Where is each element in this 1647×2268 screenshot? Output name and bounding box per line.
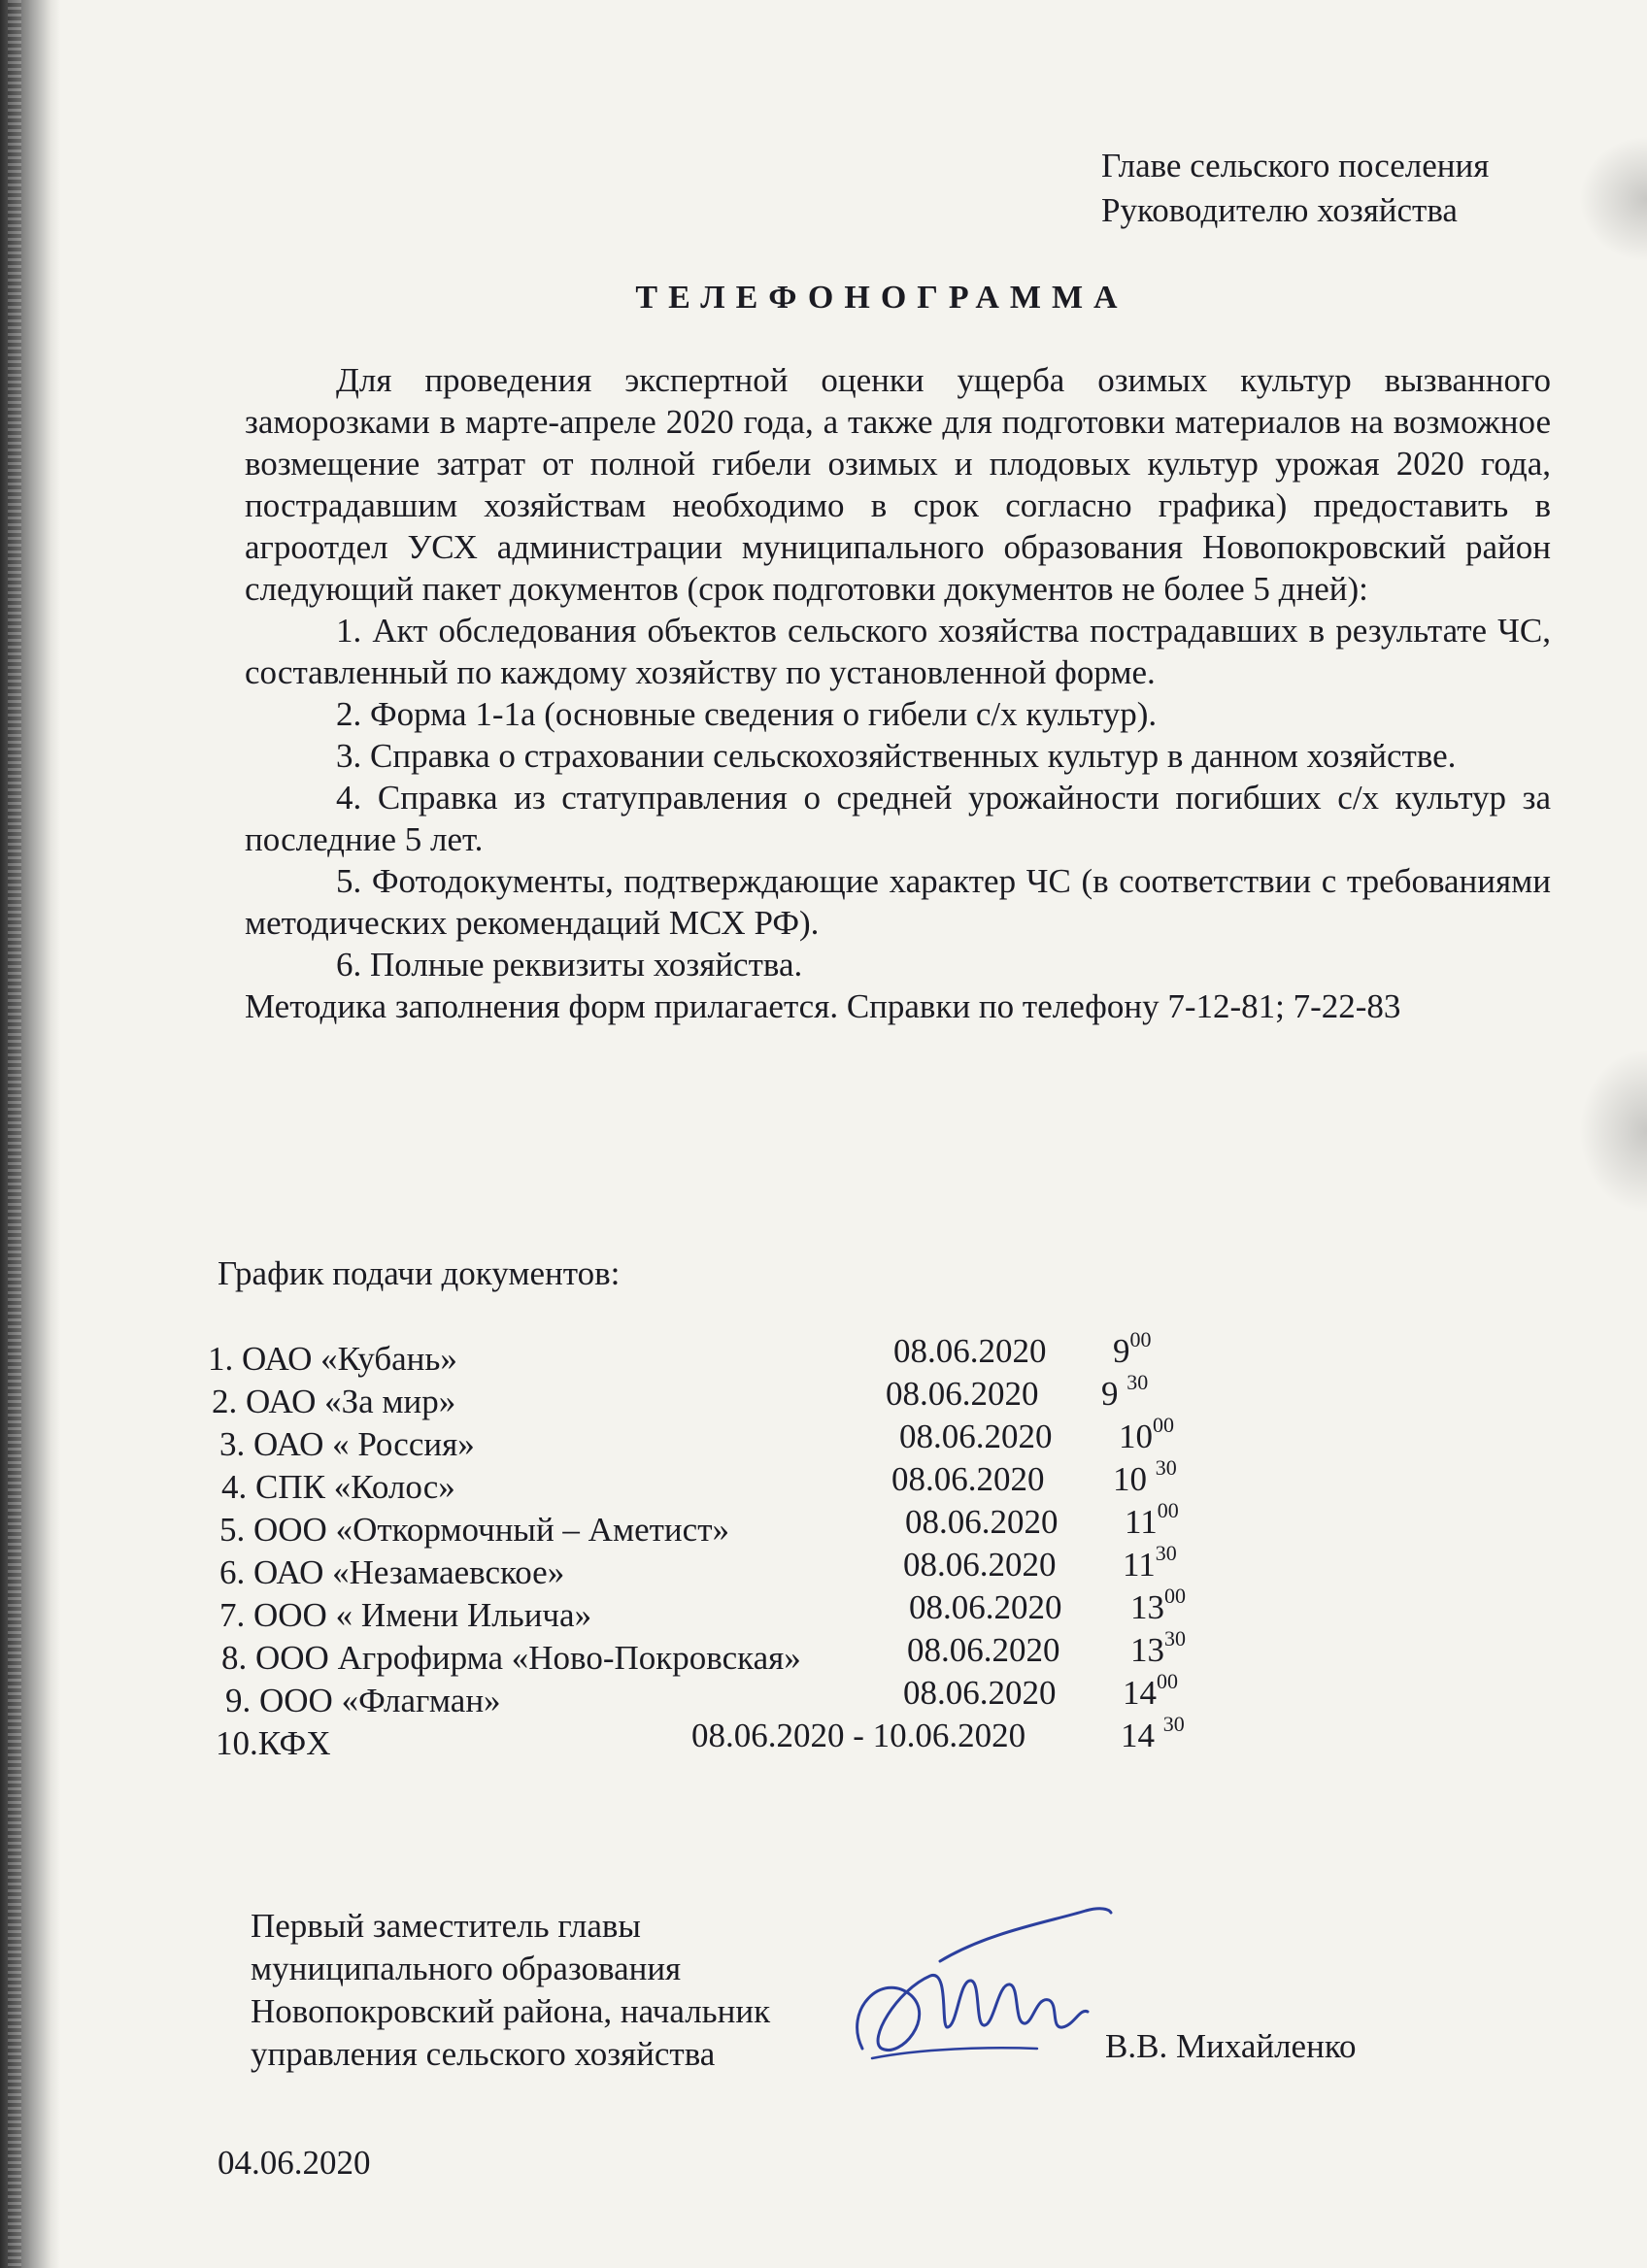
list-item: 1. Акт обследования объектов сельского хозяйства пострадавших в результате ЧС, составленный по каждому хозяйству по установленной форме. bbox=[245, 612, 1551, 691]
addressee-line: Руководителю хозяйства bbox=[1101, 191, 1458, 229]
schedule-date: 08.06.2020 bbox=[909, 1588, 1062, 1626]
schedule-date: 08.06.2020 bbox=[886, 1375, 1039, 1413]
schedule-time: $9^{00}$ bbox=[1113, 1327, 1152, 1370]
schedule-time: 9 $^{30}$ bbox=[1101, 1370, 1149, 1413]
list-item: 3. Справка о страховании сельскохозяйственных культур в данном хозяйстве. bbox=[336, 737, 1457, 775]
signatory-title bbox=[251, 1905, 770, 2076]
schedule-name: 4. СПК «Колос» bbox=[221, 1468, 455, 1506]
schedule-title: График подачи документов: bbox=[218, 1254, 621, 1292]
document-body bbox=[245, 359, 1551, 1027]
addressee-block bbox=[1101, 144, 1489, 233]
schedule-time: $11^{30}$ bbox=[1123, 1541, 1177, 1584]
schedule-date: 08.06.2020 - 10.06.2020 bbox=[691, 1717, 1026, 1754]
list-item: 4. Справка из статуправления о средней урожайности погибших с/х культур за последние 5 лет. bbox=[245, 779, 1551, 858]
handwritten-signature bbox=[843, 1903, 1115, 2087]
schedule-name: 1. ОАО «Кубань» bbox=[208, 1340, 457, 1378]
signer-name: В.В. Михайленко bbox=[1105, 2027, 1357, 2065]
schedule-name: 8. ООО Агрофирма «Ново-Покровская» bbox=[221, 1639, 801, 1677]
signatory-line: управления сельского хозяйства bbox=[251, 2035, 716, 2073]
signatory-line: муниципального образования bbox=[251, 1950, 682, 1987]
scan-smudge bbox=[1579, 1049, 1647, 1214]
schedule-date: 08.06.2020 bbox=[899, 1418, 1053, 1455]
note-line: Методика заполнения форм прилагается. Справки по телефону 7-12-81; 7-22-83 bbox=[245, 987, 1401, 1025]
document-date: 04.06.2020 bbox=[218, 2144, 371, 2182]
addressee-line: Главе сельского поселения bbox=[1101, 147, 1490, 184]
document-title: ТЕЛЕФОНОГРАММА bbox=[635, 280, 1128, 316]
schedule-time: 10 $^{30}$ bbox=[1113, 1455, 1177, 1498]
schedule-name: 9. ООО «Флагман» bbox=[225, 1682, 501, 1719]
schedule-name: 6. ОАО «Незамаевское» bbox=[219, 1553, 565, 1591]
schedule-time: $10^{00}$ bbox=[1119, 1413, 1174, 1455]
schedule-time: $11^{00}$ bbox=[1125, 1498, 1179, 1541]
schedule-date: 08.06.2020 bbox=[903, 1546, 1057, 1584]
schedule-date: 08.06.2020 bbox=[903, 1674, 1057, 1712]
schedule-name: 7. ООО « Имени Ильича» bbox=[219, 1596, 592, 1634]
schedule-time: 14 $^{30}$ bbox=[1121, 1712, 1185, 1754]
schedule-name: 10.КФХ bbox=[216, 1724, 331, 1762]
schedule-time: $13^{00}$ bbox=[1130, 1584, 1186, 1626]
intro-paragraph: Для проведения экспертной оценки ущерба озимых культур вызванного заморозками в марте-апреле 2020 года, а также для подготовки материалов на возможное возмещение затрат от полной гибели озимых и плодовых культур урожая 2020 года, пострадавшим хозяйствам необходимо в срок согласно графика) предоставить в агроотдел УСХ администрации муниципального образования Новопокровский район следующий пакет документов (срок подготовки документов не более 5 дней): bbox=[245, 361, 1551, 608]
schedule-date: 08.06.2020 bbox=[905, 1503, 1059, 1541]
schedule-date: 08.06.2020 bbox=[893, 1332, 1047, 1370]
schedule-time: $14^{00}$ bbox=[1123, 1669, 1178, 1712]
list-item: 6. Полные реквизиты хозяйства. bbox=[336, 946, 803, 984]
scan-edge-shadow bbox=[0, 0, 60, 2268]
signatory-line: Новопокровский района, начальник bbox=[251, 1992, 771, 2030]
schedule-time: $13^{30}$ bbox=[1130, 1626, 1186, 1669]
list-item: 5. Фотодокументы, подтверждающие характер ЧС (в соответствии с требованиями методических рекомендаций МСХ РФ). bbox=[245, 862, 1551, 942]
schedule-name: 2. ОАО «За мир» bbox=[212, 1383, 456, 1420]
schedule-name: 3. ОАО « Россия» bbox=[219, 1425, 475, 1463]
schedule-date: 08.06.2020 bbox=[907, 1631, 1060, 1669]
signatory-line: Первый заместитель главы bbox=[251, 1907, 641, 1945]
schedule-name: 5. ООО «Откормочный – Аметист» bbox=[219, 1511, 729, 1549]
list-item: 2. Форма 1-1а (основные сведения о гибели с/х культур). bbox=[336, 695, 1158, 733]
scan-smudge bbox=[1579, 136, 1647, 262]
schedule-date: 08.06.2020 bbox=[891, 1460, 1045, 1498]
